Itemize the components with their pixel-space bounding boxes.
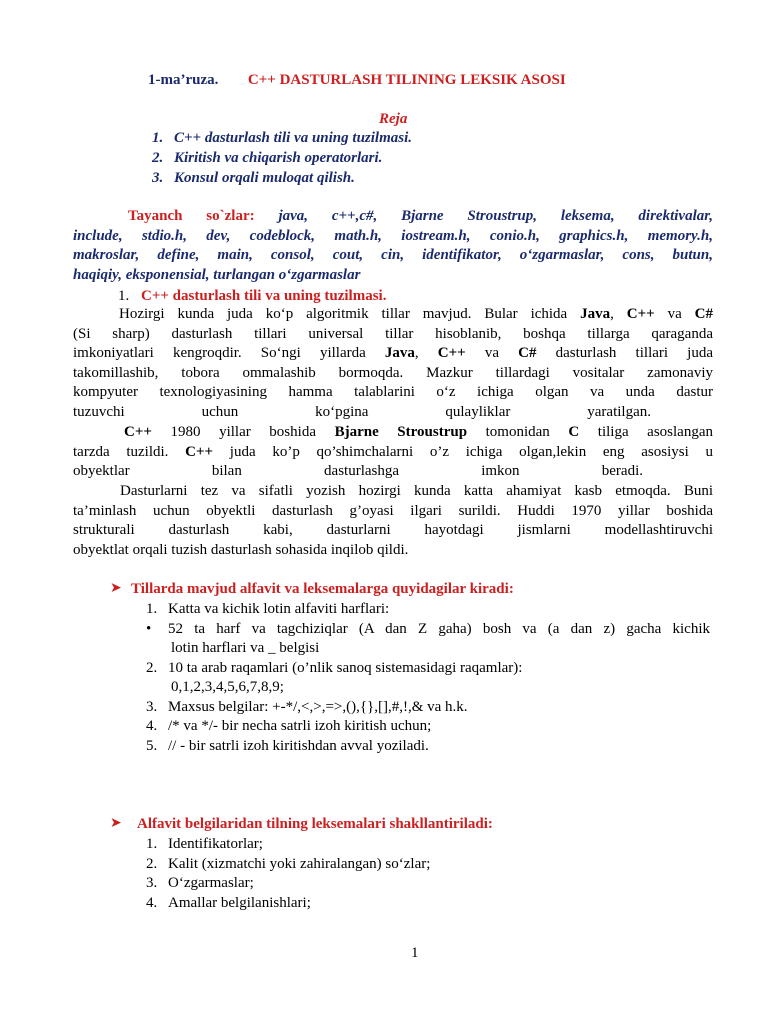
list-item: 1. Identifikatorlar; xyxy=(146,836,263,852)
keywords-label: Tayanch so`zlar: xyxy=(128,208,255,224)
list-item: 4. Amallar belgilanishlari; xyxy=(146,895,311,911)
list-item: 2. Kalit (xizmatchi yoki zahiralangan) so‘zlar; xyxy=(146,856,431,872)
lexemes-heading: Alfavit belgilaridan tilning leksemalari shakllantiriladi: xyxy=(137,816,493,832)
list-item: • 52 ta harf va tagchiziqlar (A dan Z gaha) bosh va (a dan z) gacha kichik xyxy=(146,621,710,637)
list-item: 4. /* va */- bir necha satrli izoh kiritish uchun; xyxy=(146,718,432,734)
list-item-continuation: lotin harflari va _ belgisi xyxy=(171,640,320,656)
list-item: 1. Katta va kichik lotin alfaviti harflari: xyxy=(146,601,390,617)
plan-heading: Reja xyxy=(379,111,408,127)
arrow-bullet-icon: ➤ xyxy=(110,580,122,596)
alphabet-heading: Tillarda mavjud alfavit va leksemalarga quyidagilar kiradi: xyxy=(131,581,514,597)
lecture-number: 1-ma’ruza. xyxy=(148,72,219,88)
paragraph-2: C++ 1980 yillar boshida Bjarne Stroustrup tomonidan C tiliga asoslangan tarzda tuzildi. C++ juda ko’p qo’shimchalarni o’z ichiga olgan,lekin eng asosiysi u obyektlar bilan dasturlashga imkon beradi. xyxy=(73,424,713,480)
list-item: 2. 10 ta arab raqamlari (o’nlik sanoq sistemasidagi raqamlar): xyxy=(146,660,523,676)
page-number: 1 xyxy=(411,945,419,961)
list-item: 3. Maxsus belgilar: +-*/,<,>,=>,(),{},[],#,!,& va h.k. xyxy=(146,699,468,715)
plan-item: 2. Kiritish va chiqarish operatorlari. xyxy=(152,150,383,166)
plan-item: 1. C++ dasturlash tili va uning tuzilmasi. xyxy=(152,130,413,146)
paragraph-3: Dasturlarni tez va sifatli yozish hozirgi kunda katta ahamiyat kasb etmoqda. Buni ta’minlash uchun obyektli dasturlash g’oyasi ilgari surildi. Huddi 1970 yillar boshida strukturali dasturlash kabi, dasturlarni hayotdagi jismlarni modellashtiruvchi obyektlat orqali tuzish dasturlash sohasida inqilob qildi. xyxy=(73,483,713,558)
list-item: 5. // - bir satrli izoh kiritishdan avval yoziladi. xyxy=(146,738,429,754)
list-item: 3. O‘zgarmaslar; xyxy=(146,875,254,891)
keywords-block: Tayanch so`zlar: java, c++,c#, Bjarne Stroustrup, leksema, direktivalar, include, stdio.h, dev, codeblock, math.h, iostream.h, conio.h, graphics.h, memory.h, makroslar, define, main, consol, cout, cin, identifikator, o‘zgarmaslar, cons, butun, haqiqiy, eksponensial, turlangan o‘zgarmaslar xyxy=(73,208,713,283)
page-title xyxy=(148,70,566,90)
arrow-bullet-icon: ➤ xyxy=(110,815,122,831)
lecture-topic: C++ DASTURLASH TILINING LEKSIK ASOSI xyxy=(247,72,566,88)
paragraph-1: Hozirgi kunda juda ko‘p algoritmik tillar mavjud. Bular ichida Java, C++ va C# (Si sharp) dasturlash tillari universal tillar hisoblanib, boshqa tillarga qaraganda imkoniyatlari kengroqdir. So‘ngi yillarda Java, C++ va C# dasturlash tillari juda takomillashib, tobora ommalashib bormoqda. Mazkur tillardagi vositalar zamonaviy kompyuter texnologiyasining hamma talablarini o‘z ichiga olgan va unda dastur tuzuvchi uchun ko‘pgina qulayliklar yaratilgan. xyxy=(73,306,713,420)
plan-item: 3. Konsul orqali muloqat qilish. xyxy=(152,170,355,186)
list-item-continuation: 0,1,2,3,4,5,6,7,8,9; xyxy=(171,679,284,695)
section-heading: 1. C++ dasturlash tili va uning tuzilmasi. xyxy=(118,288,387,304)
